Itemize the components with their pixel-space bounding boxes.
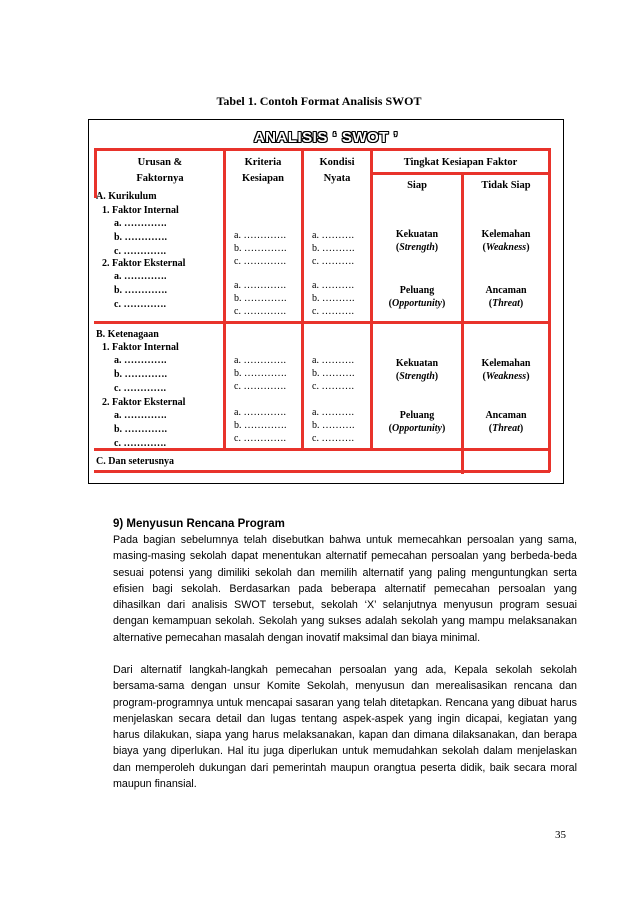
- header-tidak-siap: Tidak Siap: [481, 180, 531, 191]
- list-item: a. ………….: [114, 218, 167, 229]
- section-a-internal-label: 1. Faktor Internal: [102, 205, 179, 216]
- section-b-external-kondisi: a. ………. b. ………. c. ……….: [312, 407, 355, 444]
- list-item: a. ………….: [114, 271, 167, 282]
- section-b-internal-items: [114, 354, 167, 396]
- section-a-strength: Kekuatan (Strength): [395, 229, 439, 253]
- section-a-external-kondisi: a. ………. b. ………. c. ……….: [312, 280, 355, 317]
- section-b-label: B. Ketenagaan: [96, 329, 159, 340]
- section-a-external-items: [114, 270, 167, 312]
- section-b-opportunity: Peluang (Opportunity): [388, 410, 446, 434]
- section-b-internal-kriteria: a. …………. b. …………. c. ………….: [234, 355, 287, 392]
- page-number: 35: [555, 829, 566, 841]
- swot-table-title: ANALISIS ‘ SWOT ’: [253, 129, 399, 146]
- section-a-opportunity: Peluang (Opportunity): [388, 285, 446, 309]
- list-item: c. ………….: [114, 383, 166, 394]
- list-item: c. ………….: [114, 438, 166, 449]
- list-item: b. ………….: [114, 424, 168, 435]
- section-b-threat: Ancaman (Threat): [485, 410, 527, 434]
- section-b-weakness: Kelemahan (Weakness): [481, 358, 531, 382]
- list-item: b. ………….: [114, 232, 168, 243]
- section-b-external-label: 2. Faktor Eksternal: [102, 397, 186, 408]
- section-heading: 9) Menyusun Rencana Program: [113, 518, 285, 530]
- list-item: a. ………….: [114, 410, 167, 421]
- section-a-internal-kriteria: a. …………. b. …………. c. ………….: [234, 230, 287, 267]
- section-b-external-kriteria: a. …………. b. …………. c. ………….: [234, 407, 287, 444]
- section-a-weakness: Kelemahan (Weakness): [481, 229, 531, 253]
- section-a-external-label: 2. Faktor Eksternal: [102, 258, 186, 269]
- header-siap: Siap: [407, 180, 427, 191]
- section-b-strength: Kekuatan (Strength): [395, 358, 439, 382]
- paragraph: Pada bagian sebelumnya telah disebutkan bahwa untuk memecahkan persoalan yang sama, masing-masing sekolah dapat menentukan alternatif pemecahan persoalan yang berbeda-beda sesuai potensi yang dimiliki sekolah dan memilih alternatif yang paling menguntungkan serta efisien bagi sekolah. Berdasarkan pada beberapa alternatif pemecahan persoalan yang dihasilkan dari analisis SWOT tersebut, sekolah ‘X’ selanjutnya menyusun program sesuai dengan kemampuan sekolah. Sekolah yang sukses adalah sekolah yang mampu melaksanakan alternative pemecahan masalah dengan inovatif maksimal dan biaya minimal.: [113, 534, 577, 644]
- list-item: c. ………….: [114, 299, 166, 310]
- table-caption: Tabel 1. Contoh Format Analisis SWOT: [216, 94, 422, 108]
- section-b-internal-kondisi: a. ………. b. ………. c. ……….: [312, 355, 355, 392]
- section-a-external-kriteria: a. …………. b. …………. c. ………….: [234, 280, 287, 317]
- paragraph: Dari alternatif langkah-langkah pemecahan persoalan yang ada, Kepala sekolah sekolah bersama-sama dengan unsur Komite Sekolah, menyusun dan merealisasikan rencana dan program-programnya untuk mencapai sasaran yang telah ditetapkan. Rencana yang dibuat harus menjelaskan secara detail dan lugas tentang aspek-aspek yang ingin dicapai, kegiatan yang harus dilakukan, siapa yang harus melaksanakan, kapan dan dimana dilaksanakan, dan berapa biaya yang diperlukan. Hal itu juga diperlukan untuk memudahkan sekolah dalam menjelaskan dan memperoleh dukungan dari pemerintah maupun orangtua peserta didik, baik secara moral maupun finansial.: [113, 664, 577, 791]
- list-item: c. ………….: [114, 246, 166, 257]
- section-a-threat: Ancaman (Threat): [485, 285, 527, 309]
- header-kriteria: Kriteria Kesiapan: [241, 157, 284, 184]
- header-kondisi: Kondisi Nyata: [319, 157, 355, 184]
- section-c-label: C. Dan seterusnya: [96, 456, 175, 467]
- header-tingkat: Tingkat Kesiapan Faktor: [403, 157, 518, 168]
- header-urusan: Urusan & Faktornya: [136, 157, 184, 184]
- list-item: b. ………….: [114, 285, 168, 296]
- list-item: b. ………….: [114, 369, 168, 380]
- section-b-external-items: [114, 409, 167, 451]
- list-item: a. ………….: [114, 355, 167, 366]
- section-a-internal-items: [114, 217, 167, 259]
- section-a-label: A. Kurikulum: [96, 191, 157, 202]
- section-a-internal-kondisi: a. ………. b. ………. c. ……….: [312, 230, 355, 267]
- section-b-internal-label: 1. Faktor Internal: [102, 342, 179, 353]
